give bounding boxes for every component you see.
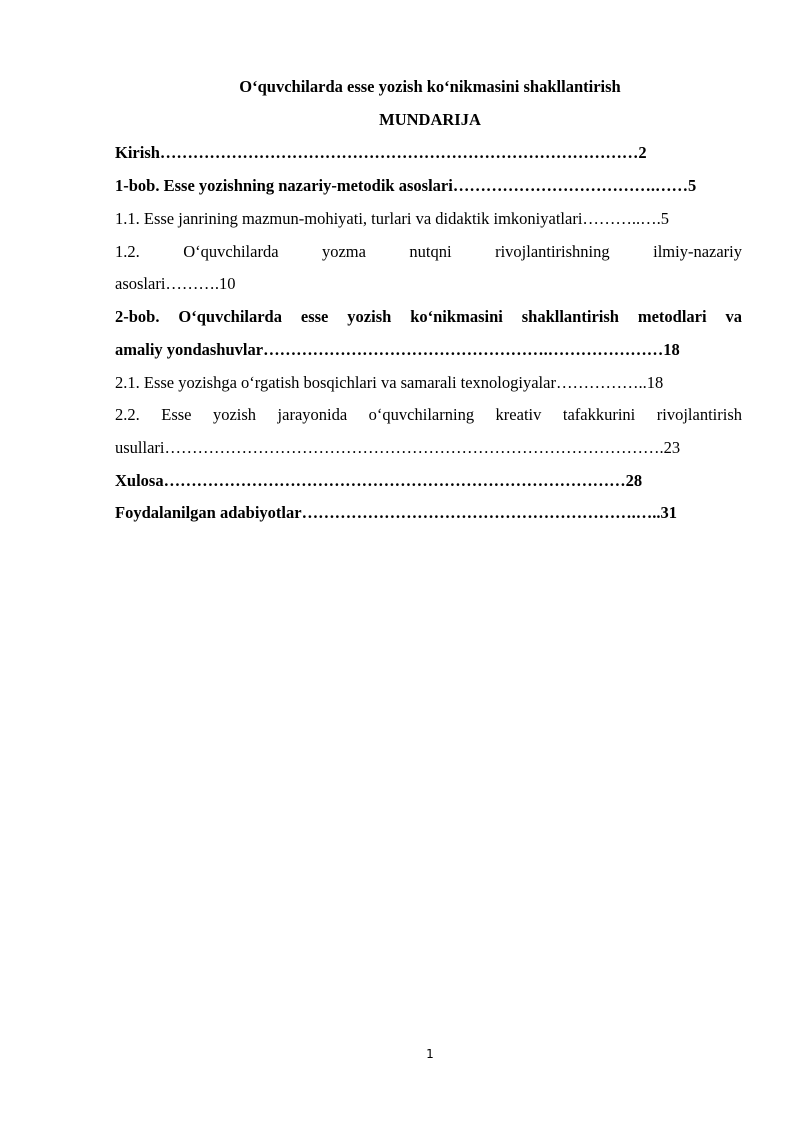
toc-entry-section-1-1[interactable]: 1.1. Esse janrining mazmun-mohiyati, turlari va didaktik imkoniyatlari………..….5: [115, 209, 670, 228]
toc-entry-section-1-2-line1[interactable]: 1.2. O‘quvchilarda yozma nutqni rivojlantirishning ilmiy-nazariy: [115, 242, 742, 261]
toc-entry-kirish[interactable]: Kirish……………………………………………………………………………2: [115, 143, 647, 162]
toc-entry-adabiyotlar[interactable]: Foydalanilgan adabiyotlar…………………………………………………….…..31: [115, 503, 677, 522]
toc-entry-section-2-2-line1[interactable]: 2.2. Esse yozish jarayonida o‘quvchilarning kreativ tafakkurini rivojlantirish: [115, 405, 742, 424]
toc-entry-section-1-2-line2[interactable]: asoslari……….10: [115, 274, 236, 293]
toc-entry-chapter-1[interactable]: 1-bob. Esse yozishning nazariy-metodik asoslari……………………………….……5: [115, 176, 697, 195]
page-number: 1: [426, 1047, 434, 1061]
toc-entry-chapter-2-line2[interactable]: amaliy yondashuvlar…………………………………………….…………………18: [115, 340, 680, 359]
toc-entry-chapter-2-line1[interactable]: 2-bob. O‘quvchilarda esse yozish ko‘nikmasini shakllantirish metodlari va: [115, 307, 742, 326]
toc-entry-section-2-1[interactable]: 2.1. Esse yozishga o‘rgatish bosqichlari va samarali texnologiyalar……………..18: [115, 373, 664, 392]
toc-entry-xulosa[interactable]: Xulosa…………………………………………………………………………28: [115, 471, 643, 490]
toc-entry-section-2-2-line2[interactable]: usullari……………………………………………………………………………….23: [115, 438, 681, 457]
toc-heading: MUNDARIJA: [379, 110, 481, 129]
document-title: O‘quvchilarda esse yozish ko‘nikmasini shakllantirish: [239, 77, 621, 96]
